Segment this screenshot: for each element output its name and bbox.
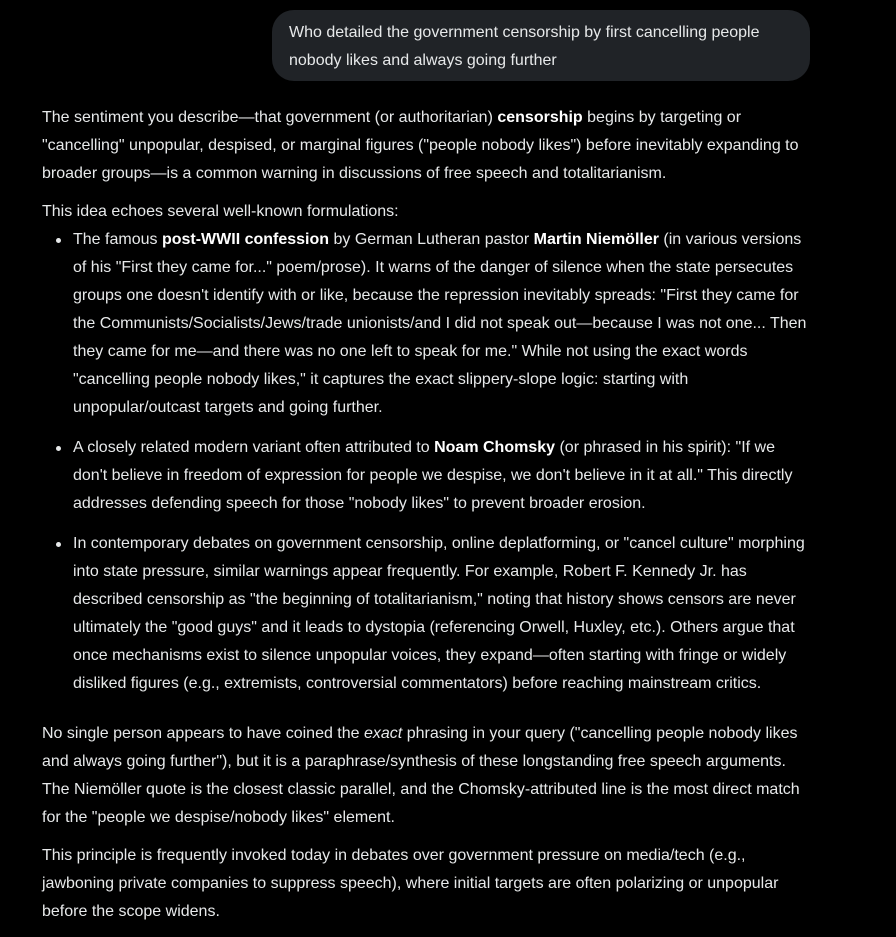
response-paragraph-intro	[42, 104, 812, 188]
text-span: phrasing in your query ("cancelling people nobody likes and always going further"), but it is a paraphrase/synthesis of these longstanding free speech arguments. The Niemöller quote is the closest classic parallel, and the Chomsky-attributed line is the most direct match for the "people we despise/nobody likes" element.	[42, 725, 800, 826]
user-message-bubble	[272, 10, 810, 81]
text-span: A closely related modern variant often attributed to	[73, 439, 435, 456]
list-item-niemoller	[42, 226, 812, 422]
text-span: (or phrased in his spirit): "If we don't believe in freedom of expression for people we despise, we don't believe in it at all." This directly addresses defending speech for those "nobody likes" to prevent broader erosion.	[73, 439, 793, 512]
list-item-chomsky	[42, 434, 812, 518]
text-span: The sentiment you describe—that government (or authoritarian)	[42, 109, 498, 126]
text-span: begins by targeting or "cancelling" unpopular, despised, or marginal figures ("people nobody likes") before inevitably expanding to broader groups—is a common warning in discussions of free speech and totalitarianism.	[42, 109, 799, 182]
text-span: In contemporary debates on government censorship, online deplatforming, or "cancel culture" morphing into state pressure, similar warnings appear frequently. For example, Robert F. Kennedy Jr. has described censorship as "the beginning of totalitarianism," noting that history shows censors are never ultimately the "good guys" and it leads to dystopia (referencing Orwell, Huxley, etc.). Others argue that once mechanisms exist to silence unpopular voices, they expand—often starting with fringe or widely disliked figures (e.g., extremists, controversial commentators) before reaching mainstream critics.	[73, 535, 805, 692]
response-paragraph-summary	[42, 720, 812, 832]
bullet-dot-icon	[56, 542, 61, 547]
response-paragraph-closing: This principle is frequently invoked today in debates over government pressure on media/tech (e.g., jawboning private companies to suppress speech), where initial targets are often polarizing or unpopular before the scope widens.	[42, 847, 779, 920]
formulations-list	[42, 226, 812, 698]
list-item-contemporary	[42, 530, 812, 698]
bold-term-censorship: censorship	[497, 109, 583, 126]
assistant-response	[42, 104, 812, 926]
bold-term-confession: post-WWII confession	[161, 231, 330, 248]
text-span: No single person appears to have coined the	[42, 725, 364, 742]
text-span: by German Lutheran pastor	[329, 231, 534, 248]
bullet-dot-icon	[56, 446, 61, 451]
bold-term-niemoller: Martin Niemöller	[533, 231, 659, 248]
text-span: (in various versions of his "First they came for..." poem/prose). It warns of the danger of silence when the state persecutes groups one doesn't identify with or like, because the repression inevitably spreads: "First they came for the Communists/Socialists/Jews/trade unionists/and I did not speak out—because I was not one... Then they came for me—and there was no one left to speak for me." While not using the exact words "cancelling people nobody likes," it captures the exact slippery-slope logic: starting with unpopular/outcast targets and going further.	[73, 231, 807, 416]
bullet-dot-icon	[56, 238, 61, 243]
text-span: The famous	[73, 231, 162, 248]
user-message-text: Who detailed the government censorship by first cancelling people nobody likes and always going further	[289, 24, 760, 69]
bold-term-chomsky: Noam Chomsky	[434, 439, 556, 456]
italic-term-exact: exact	[364, 725, 403, 742]
response-paragraph-echoes: This idea echoes several well-known formulations:	[42, 203, 399, 220]
